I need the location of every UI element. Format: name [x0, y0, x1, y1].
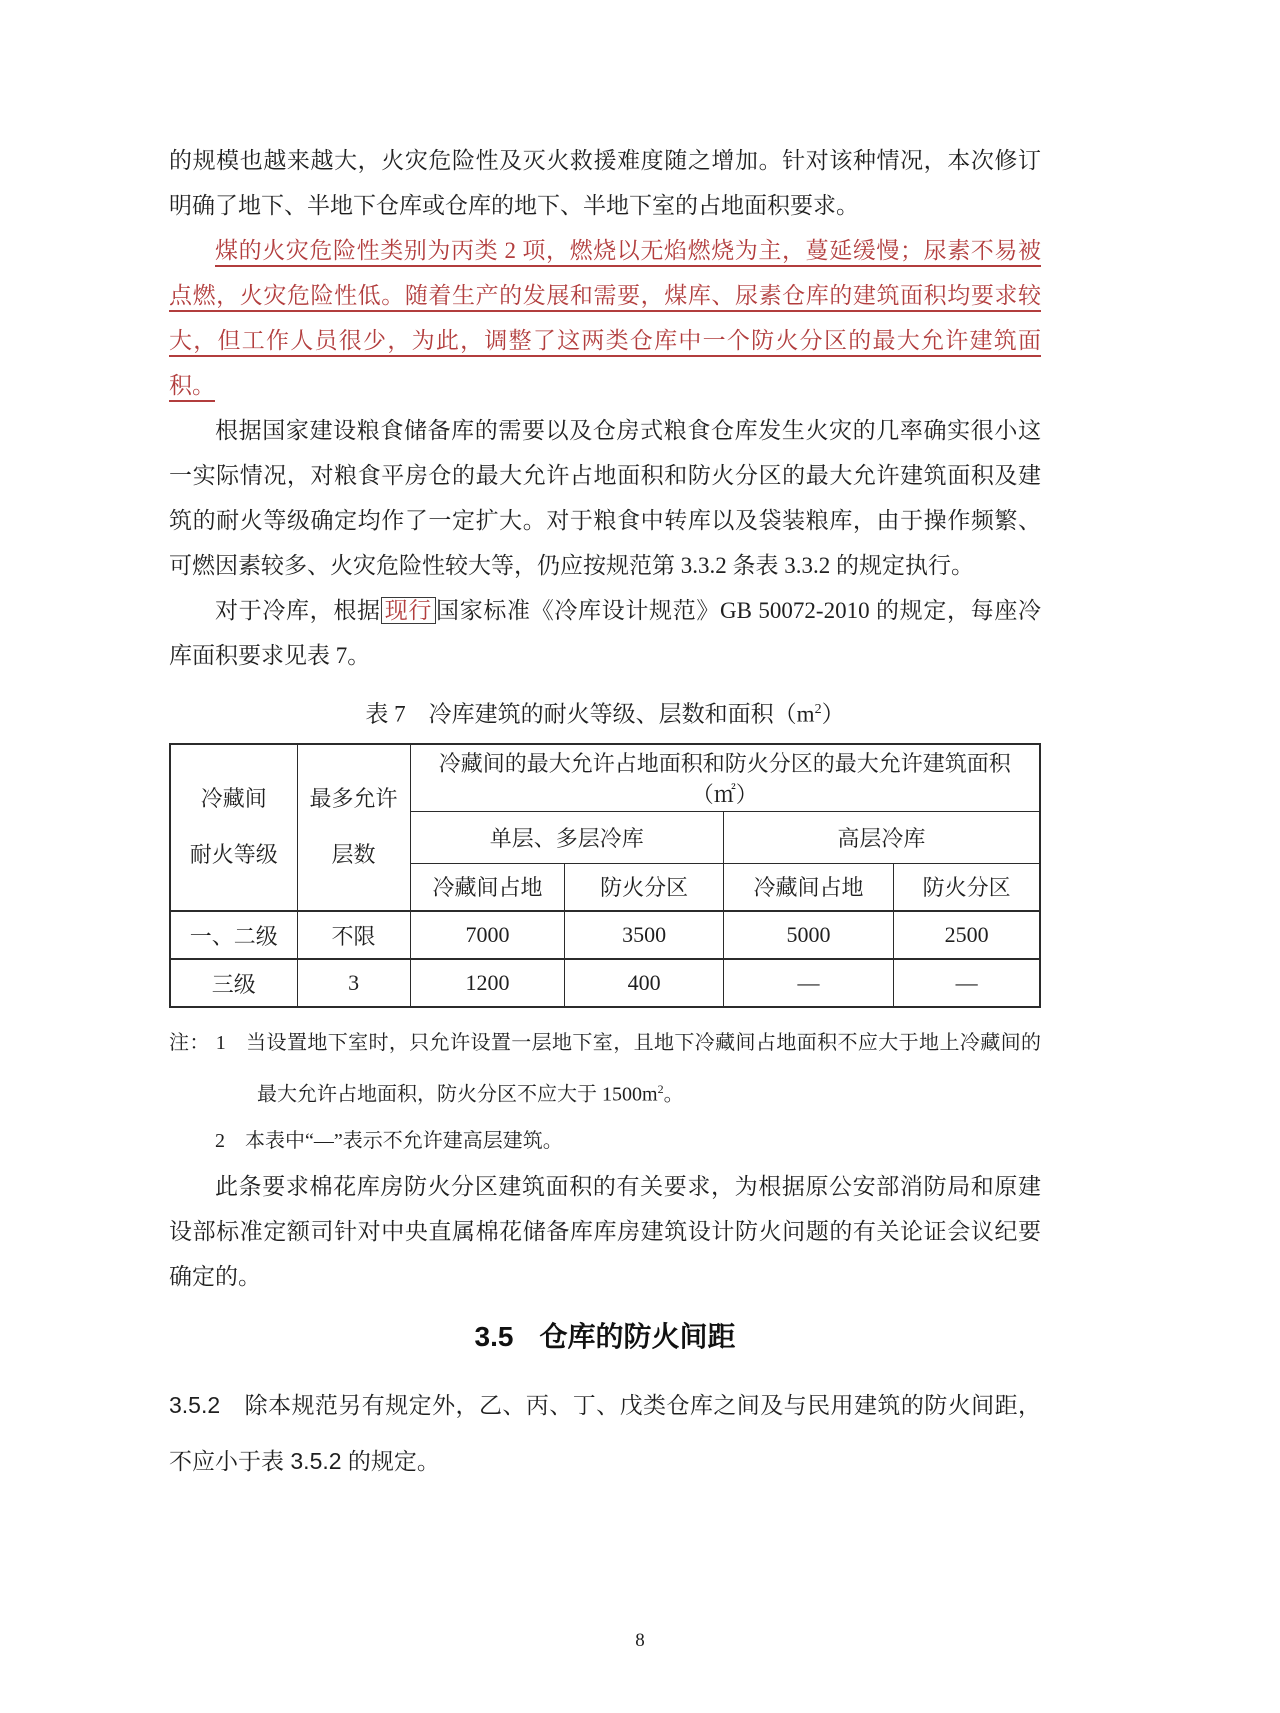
note-1-period: 。: [663, 1083, 684, 1106]
section-heading-3-5: [169, 1315, 1041, 1359]
clause-number: 3.5.2: [169, 1391, 221, 1418]
section-title: 仓库的防火间距: [539, 1320, 736, 1352]
cell-dash: —: [723, 959, 894, 1007]
table-7-title: [169, 692, 1041, 733]
cell-dash: —: [894, 959, 1040, 1007]
note-2-text: 本表中“—”表示不允许建高层建筑。: [245, 1129, 563, 1152]
table-7-title-superscript: 2: [814, 702, 822, 717]
table-row-grade-1-2: [170, 911, 1040, 959]
cell-value: 1200: [410, 959, 565, 1007]
header-sub-compartment-2: 防火分区: [894, 863, 1040, 911]
page-number: 8: [635, 1630, 645, 1651]
note-1-number: 1: [215, 1032, 226, 1055]
table-7: [169, 743, 1041, 1009]
header-group-single-multi: 单层、多层冷库: [410, 811, 723, 863]
header-fire-resistance-line1: 冷藏间: [200, 786, 267, 812]
cell-value: 5000: [723, 911, 894, 959]
table-7-notes: [169, 1020, 1041, 1164]
table-row-grade-3: [170, 959, 1040, 1007]
table-7-title-close: ）: [821, 701, 845, 727]
cell-grade: 三级: [170, 959, 297, 1007]
paragraph-cotton-warehouse: 此条要求棉花库房防火分区建筑面积的有关要求，为根据原公安部消防局和原建设部标准定额司针对中央直属棉花储备库库房建筑设计防火问题的有关论证会议纪要确定的。: [169, 1173, 1041, 1289]
section-number: 3.5: [474, 1320, 514, 1352]
paragraph-revision-red: 煤的火灾危险性类别为丙类 2 项，燃烧以无焰燃烧为主，蔓延缓慢；尿素不易被点燃，火灾危险性低。随着生产的发展和需要，煤库、尿素仓库的建筑面积均要求较大，但工作人员很少，为此，调整了这两类仓库中一个防火分区的最大允许建筑面积。: [169, 238, 1041, 398]
paragraph-grain-storage: 根据国家建设粮食储备库的需要以及仓房式粮食仓库发生火灾的几率确实很小这一实际情况，对粮食平房仓的最大允许占地面积和防火分区的最大允许建筑面积及建筑的耐火等级确定均作了一定扩大。对于粮食中转库以及袋装粮库，由于操作频繁、可燃因素较多、火灾危险性较大等，仍应按规范第 3.3.2 条表 3.3.2 的规定执行。: [169, 418, 1041, 578]
cell-grade: 一、二级: [170, 911, 297, 959]
note-2: [215, 1118, 1041, 1164]
cell-value: 7000: [410, 911, 565, 959]
clause-text: 除本规范另有规定外，乙、丙、丁、戊类仓库之间及与民用建筑的防火间距，不应小于表 3.5.2 的规定。: [169, 1391, 1041, 1474]
cell-storeys: 不限: [297, 911, 410, 959]
table-7-title-text: 表 7 冷库建筑的耐火等级、层数和面积（m: [365, 701, 815, 727]
header-fire-resistance-grade: [170, 744, 297, 912]
note-1-text: 当设置地下室时，只允许设置一层地下室，且地下冷藏间占地面积不应大于地上冷藏间的最大允许占地面积，防火分区不应大于 1500m: [245, 1032, 1042, 1106]
note-1: [169, 1020, 1041, 1118]
cold-storage-text-before: 对于冷库，根据: [215, 598, 381, 623]
cell-value: 3500: [565, 911, 723, 959]
cell-value: 400: [565, 959, 723, 1007]
paragraph-continuation: 的规模也越来越大，火灾危险性及灭火救援难度随之增加。针对该种情况，本次修订明确了地下、半地下仓库或仓库的地下、半地下室的占地面积要求。: [169, 148, 1041, 218]
header-group-highrise: 高层冷库: [723, 811, 1040, 863]
table-7-header-row-1: [170, 744, 1040, 812]
clause-3-5-2: [169, 1377, 1041, 1489]
cell-value: 2500: [894, 911, 1040, 959]
boxed-word-current: 现行: [381, 597, 436, 624]
header-fire-resistance-line2: 耐火等级: [189, 842, 278, 868]
header-sub-footprint-2: 冷藏间占地: [723, 863, 894, 911]
note-label: 注：: [169, 1032, 210, 1055]
header-area-span: 冷藏间的最大允许占地面积和防火分区的最大允许建筑面积（㎡）: [410, 744, 1040, 812]
header-max-storeys-line1: 最多允许: [309, 786, 398, 812]
header-sub-compartment-1: 防火分区: [565, 863, 723, 911]
note-1-superscript: 2: [657, 1082, 664, 1097]
note-2-number: 2: [215, 1129, 225, 1152]
header-max-storeys: [297, 744, 410, 912]
paragraph-cold-storage: [169, 588, 1041, 678]
header-max-storeys-line2: 层数: [331, 842, 376, 868]
cell-storeys: 3: [297, 959, 410, 1007]
cold-storage-text-after: 国家标准《冷库设计规范》GB 50072-2010 的规定，每座冷库面积要求见表 7。: [169, 598, 1042, 668]
page-content: [169, 138, 1041, 1489]
header-sub-footprint-1: 冷藏间占地: [410, 863, 565, 911]
